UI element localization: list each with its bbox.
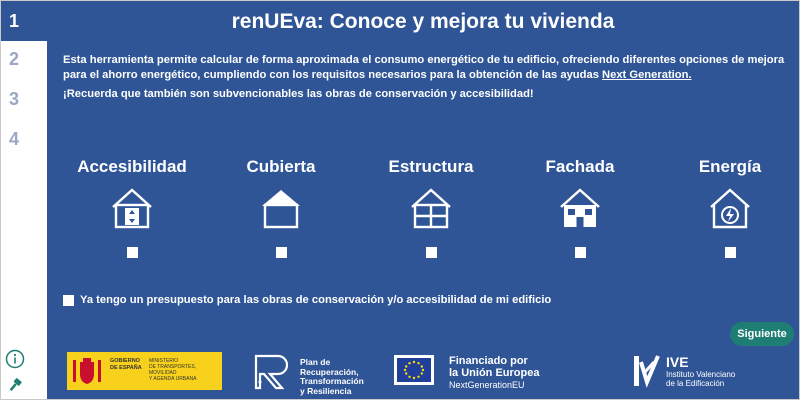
plan-recuperacion-logo [252, 350, 372, 396]
category-checkbox[interactable] [725, 247, 736, 258]
intro-text [63, 53, 793, 83]
category-label: Accesibilidad [77, 157, 187, 176]
category-energia [660, 157, 800, 258]
ministry-text: MINISTERIO DE TRANSPORTES, MOVILIDAD Y AGENDA URBANA [149, 358, 197, 382]
ive-mark-icon [632, 352, 662, 388]
category-label: Estructura [388, 157, 474, 176]
roof-house-icon [259, 187, 303, 229]
step-1[interactable]: 1 [1, 1, 47, 41]
gobierno-logo [67, 352, 222, 390]
intro-body: Esta herramienta permite calcular de forma aproximada el consumo energético de tu edificio, ofreciendo diferentes opciones de mejora para el ahorro energético, cumpliendo con los requisitos necesarios para la obtención de las ayudas [63, 54, 785, 81]
main-panel [47, 1, 799, 399]
energy-house-icon [708, 187, 752, 229]
reminder-text: ¡Recuerda que también son subvencionables las obras de conservación y accesibilidad! [63, 88, 534, 100]
category-label: Fachada [545, 157, 615, 176]
ive-line2: Instituto Valenciano [666, 370, 736, 379]
ive-text [666, 354, 735, 388]
info-circle-icon[interactable] [5, 349, 25, 369]
eu-line3: NextGenerationEU [449, 380, 525, 390]
category-estructura [361, 157, 501, 258]
category-checkbox[interactable] [575, 247, 586, 258]
ive-line1: IVE [666, 354, 689, 370]
plan-r-icon [252, 350, 292, 390]
eu-line2: la Unión Europea [449, 367, 540, 379]
eu-line1: Financiado por [449, 355, 528, 367]
budget-checkbox[interactable] [63, 295, 74, 306]
plan-text: Plan de Recuperación, Transformación y Resiliencia [300, 357, 364, 396]
eu-flag-icon [394, 355, 434, 385]
category-checkbox[interactable] [276, 247, 287, 258]
eu-funding-text [449, 355, 579, 391]
budget-option [63, 294, 551, 306]
category-fachada [510, 157, 650, 258]
category-checkbox[interactable] [127, 247, 138, 258]
next-button[interactable]: Siguiente [730, 322, 794, 346]
step-sidebar [1, 1, 47, 399]
hammer-icon[interactable] [7, 377, 23, 393]
category-accesibilidad [62, 157, 202, 258]
ive-line3: de la Edificación [666, 379, 725, 388]
elevator-house-icon [110, 187, 154, 229]
gov-text: GOBIERNO DE ESPAÑA [110, 358, 142, 371]
step-3[interactable]: 3 [9, 89, 20, 109]
facade-house-icon [558, 187, 602, 229]
next-generation-link[interactable]: Next Generation. [602, 69, 692, 81]
category-cubierta [211, 157, 351, 258]
spain-coat-of-arms-icon [71, 356, 103, 386]
footer-logos [47, 347, 799, 397]
category-label: Cubierta [246, 157, 316, 176]
step-4[interactable]: 4 [9, 129, 20, 149]
budget-label: Ya tengo un presupuesto para las obras de conservación y/o accesibilidad de mi edificio [80, 294, 552, 306]
page-title: renUEva: Conoce y mejora tu vivienda [231, 10, 615, 33]
category-checkbox[interactable] [426, 247, 437, 258]
ive-logo [632, 352, 782, 392]
category-label: Energía [698, 157, 762, 176]
structure-house-icon [409, 187, 453, 229]
step-2[interactable]: 2 [9, 49, 20, 69]
